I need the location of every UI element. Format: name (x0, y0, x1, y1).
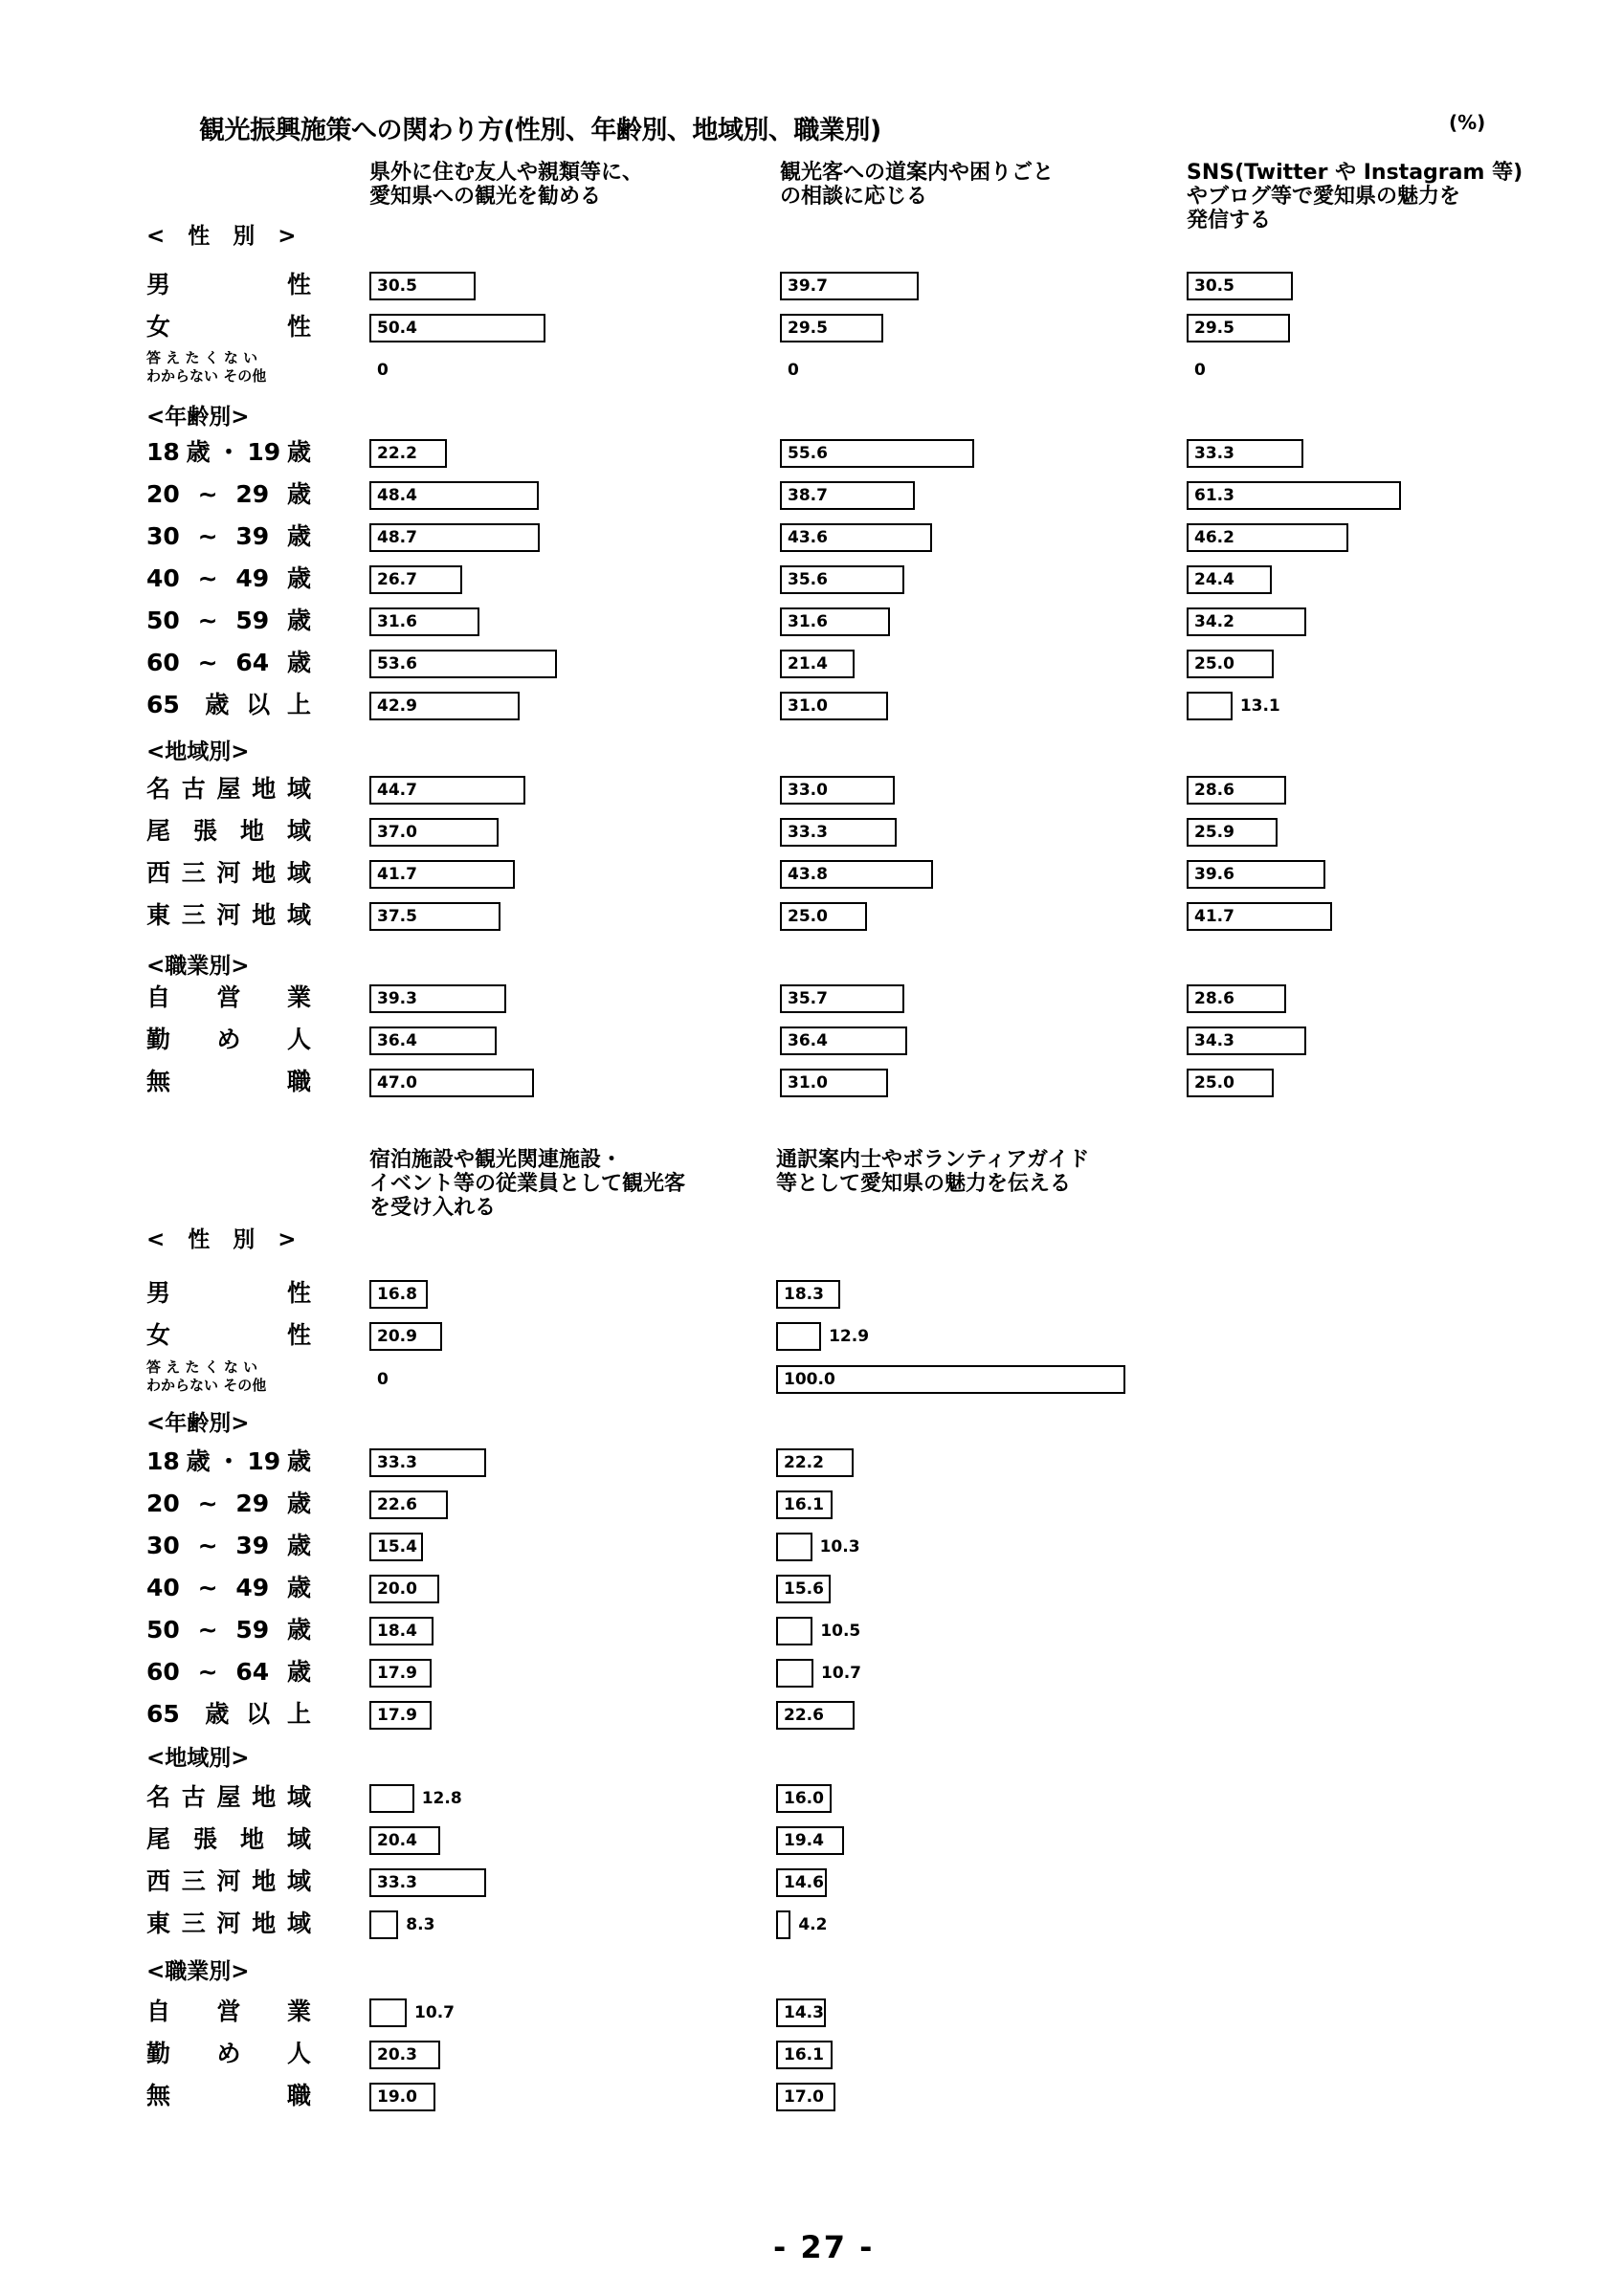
group-label: < 性 別 > (146, 1227, 304, 1252)
data-label: 25.0 (788, 907, 828, 926)
bar (369, 1910, 398, 1939)
data-label: 0 (1194, 361, 1206, 380)
data-label: 26.7 (377, 570, 417, 589)
data-label: 34.2 (1194, 612, 1234, 631)
bar (1187, 692, 1233, 720)
data-label: 20.9 (377, 1327, 417, 1346)
data-label: 13.1 (1239, 696, 1280, 716)
category-label: 65 歳以上 (146, 1700, 311, 1728)
data-label: 34.3 (1194, 1031, 1234, 1050)
data-label: 29.5 (1194, 319, 1234, 338)
data-label: 35.7 (788, 989, 828, 1008)
data-label: 43.6 (788, 528, 828, 547)
data-label: 16.1 (784, 1495, 824, 1514)
data-label: 16.0 (784, 1789, 824, 1808)
data-label: 22.2 (784, 1453, 824, 1472)
data-label: 33.0 (788, 781, 828, 800)
data-label: 20.4 (377, 1831, 417, 1850)
unit-label: (%) (1449, 111, 1486, 134)
category-label: 西三河地域 (146, 859, 311, 887)
data-label: 100.0 (784, 1370, 835, 1389)
bar (369, 1998, 407, 2027)
data-label: 31.6 (788, 612, 828, 631)
series-header: 通訳案内士やボランティアガイド 等として愛知県の魅力を伝える (776, 1148, 1090, 1196)
data-label: 48.4 (377, 486, 417, 505)
data-label: 36.4 (377, 1031, 417, 1050)
category-label: 30 ~ 39 歳 (146, 522, 311, 550)
category-label: 答 え た く な い わからない その他 (146, 1358, 267, 1394)
category-label: 60 ~ 64 歳 (146, 1658, 311, 1686)
data-label: 4.2 (798, 1915, 828, 1934)
data-label: 20.3 (377, 2045, 417, 2064)
data-label: 22.6 (377, 1495, 417, 1514)
category-label: 20 ~ 29 歳 (146, 480, 311, 508)
category-label: 勤 め 人 (146, 2040, 311, 2067)
data-label: 8.3 (406, 1915, 435, 1934)
data-label: 31.6 (377, 612, 417, 631)
group-label: <年齢別> (146, 405, 250, 430)
data-label: 22.6 (784, 1706, 824, 1725)
category-label: 無 職 (146, 1068, 311, 1095)
data-label: 16.1 (784, 2045, 824, 2064)
data-label: 14.6 (784, 1873, 824, 1892)
data-label: 29.5 (788, 319, 828, 338)
data-label: 30.5 (1194, 276, 1234, 296)
category-label: 65 歳以上 (146, 691, 311, 718)
data-label: 41.7 (1194, 907, 1234, 926)
category-label: 50 ~ 59 歳 (146, 1616, 311, 1644)
data-label: 33.3 (1194, 444, 1234, 463)
category-label: 尾張地域 (146, 1825, 311, 1853)
category-label: 30 ~ 39 歳 (146, 1532, 311, 1559)
category-label: 名古屋地域 (146, 775, 311, 803)
data-label: 17.0 (784, 2087, 824, 2107)
bar (776, 1617, 812, 1645)
category-label: 40 ~ 49 歳 (146, 1574, 311, 1601)
category-label: 20 ~ 29 歳 (146, 1490, 311, 1517)
group-label: <職業別> (146, 954, 250, 979)
data-label: 17.9 (377, 1664, 417, 1683)
data-label: 10.7 (821, 1664, 861, 1683)
category-label: 60 ~ 64 歳 (146, 649, 311, 676)
category-label: 18歳・19歳 (146, 438, 311, 466)
data-label: 35.6 (788, 570, 828, 589)
category-label: 勤 め 人 (146, 1026, 311, 1053)
data-label: 22.2 (377, 444, 417, 463)
data-label: 37.5 (377, 907, 417, 926)
data-label: 25.0 (1194, 654, 1234, 673)
data-label: 12.9 (829, 1327, 870, 1346)
data-label: 17.9 (377, 1706, 417, 1725)
group-label: <地域別> (146, 1746, 250, 1771)
category-label: 女 性 (146, 1321, 311, 1349)
bar (776, 1533, 812, 1561)
data-label: 0 (788, 361, 799, 380)
category-label: 男 性 (146, 1279, 311, 1307)
page-number: - 27 - (773, 2229, 875, 2265)
data-label: 15.6 (784, 1579, 824, 1599)
data-label: 39.7 (788, 276, 828, 296)
data-label: 16.8 (377, 1285, 417, 1304)
category-label: 18歳・19歳 (146, 1447, 311, 1475)
category-label: 自 営 業 (146, 1998, 311, 2025)
data-label: 28.6 (1194, 989, 1234, 1008)
data-label: 0 (377, 361, 389, 380)
category-label: 自 営 業 (146, 983, 311, 1011)
data-label: 10.5 (820, 1622, 861, 1641)
data-label: 25.9 (1194, 823, 1234, 842)
data-label: 39.6 (1194, 865, 1234, 884)
data-label: 18.4 (377, 1622, 417, 1641)
data-label: 41.7 (377, 865, 417, 884)
series-header: 宿泊施設や観光関連施設・ イベント等の従業員として観光客 を受け入れる (369, 1148, 686, 1220)
series-header: 県外に住む友人や親類等に、 愛知県への観光を勧める (369, 161, 644, 209)
group-label: <年齢別> (146, 1411, 250, 1436)
category-label: 西三河地域 (146, 1867, 311, 1895)
data-label: 31.0 (788, 696, 828, 716)
bar (776, 1322, 821, 1351)
data-label: 19.4 (784, 1831, 824, 1850)
data-label: 0 (377, 1370, 389, 1389)
page-title: 観光振興施策への関わり方(性別、年齢別、地域別、職業別) (199, 116, 881, 145)
category-label: 40 ~ 49 歳 (146, 564, 311, 592)
data-label: 50.4 (377, 319, 417, 338)
category-label: 名古屋地域 (146, 1783, 311, 1811)
data-label: 44.7 (377, 781, 417, 800)
data-label: 21.4 (788, 654, 828, 673)
data-label: 18.3 (784, 1285, 824, 1304)
group-label: <職業別> (146, 1959, 250, 1984)
data-label: 10.7 (414, 2003, 455, 2022)
group-label: < 性 別 > (146, 224, 304, 249)
data-label: 39.3 (377, 989, 417, 1008)
category-label: 女 性 (146, 313, 311, 341)
data-label: 15.4 (377, 1537, 417, 1556)
data-label: 36.4 (788, 1031, 828, 1050)
category-label: 男 性 (146, 271, 311, 298)
bar (369, 1784, 414, 1813)
series-header: 観光客への道案内や困りごと の相談に応じる (780, 161, 1055, 209)
data-label: 33.3 (377, 1873, 417, 1892)
data-label: 43.8 (788, 865, 828, 884)
category-label: 東三河地域 (146, 901, 311, 929)
data-label: 37.0 (377, 823, 417, 842)
data-label: 48.7 (377, 528, 417, 547)
data-label: 47.0 (377, 1073, 417, 1093)
data-label: 55.6 (788, 444, 828, 463)
data-label: 12.8 (421, 1789, 462, 1808)
data-label: 19.0 (377, 2087, 417, 2107)
data-label: 14.3 (784, 2003, 824, 2022)
category-label: 東三河地域 (146, 1910, 311, 1937)
bar (776, 1910, 790, 1939)
bar (776, 1659, 813, 1688)
data-label: 33.3 (377, 1453, 417, 1472)
series-header: SNS(Twitter や Instagram 等) やブログ等で愛知県の魅力を 発信する (1187, 161, 1523, 232)
data-label: 46.2 (1194, 528, 1234, 547)
category-label: 答 え た く な い わからない その他 (146, 349, 267, 385)
data-label: 10.3 (819, 1537, 860, 1556)
data-label: 20.0 (377, 1579, 417, 1599)
data-label: 30.5 (377, 276, 417, 296)
data-label: 53.6 (377, 654, 417, 673)
data-label: 42.9 (377, 696, 417, 716)
data-label: 33.3 (788, 823, 828, 842)
category-label: 50 ~ 59 歳 (146, 607, 311, 634)
data-label: 24.4 (1194, 570, 1234, 589)
data-label: 28.6 (1194, 781, 1234, 800)
group-label: <地域別> (146, 740, 250, 764)
data-label: 25.0 (1194, 1073, 1234, 1093)
category-label: 尾張地域 (146, 817, 311, 845)
data-label: 61.3 (1194, 486, 1234, 505)
data-label: 31.0 (788, 1073, 828, 1093)
category-label: 無 職 (146, 2082, 311, 2109)
data-label: 38.7 (788, 486, 828, 505)
